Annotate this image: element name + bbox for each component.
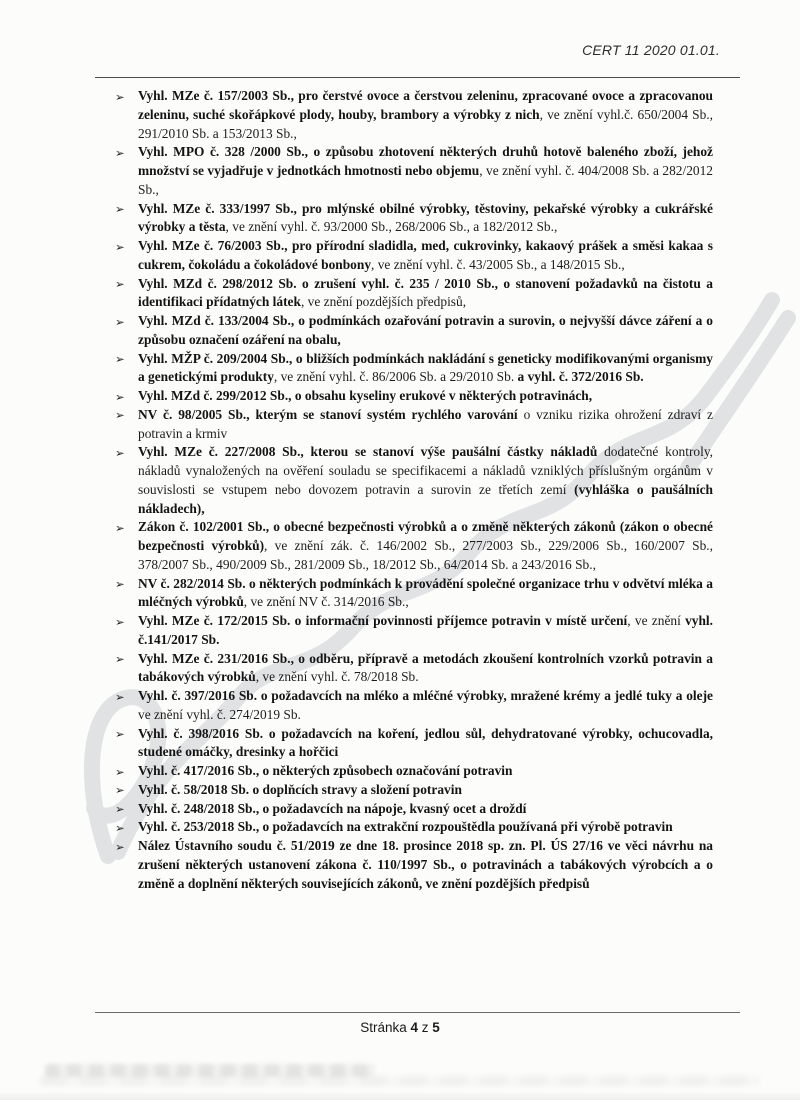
header-divider: [95, 77, 740, 78]
item-text: [138, 88, 713, 141]
item-text: [138, 651, 713, 685]
footer-of-word: z: [421, 1020, 429, 1035]
bullet-arrow-icon: ➢: [115, 783, 125, 798]
list-item: [115, 818, 713, 837]
text-segment: , ve znění pozdějších předpisů,: [300, 294, 467, 310]
list-item: [115, 650, 713, 688]
text-segment: Vyhl. MZd č. 299/2012 Sb., o obsahu kyseliny erukové v některých potravinách,: [138, 388, 593, 403]
bullet-arrow-icon: ➢: [115, 614, 125, 629]
item-text: [138, 819, 673, 834]
item-text: [138, 144, 713, 197]
text-segment: Vyhl. č. 253/2018 Sb., o požadavcích na extrakční rozpouštědla používaná při výrobě potravin: [138, 819, 673, 835]
text-segment: Vyhl. MZe č. 157/2003 Sb., pro čerstvé ovoce a čerstvou zeleninu, zpracované ovoce a zpracovanou zeleninu, suché skořápkové plody, houby, brambory a výrobky z nich: [138, 88, 713, 122]
text-segment: Vyhl. č. 397/2016 Sb. o požadavcích na mléko a mléčné výrobky, mražené krémy a jedlé tuky a oleje: [138, 688, 713, 703]
scan-edge-shadow: [0, 1091, 800, 1100]
item-text: [138, 238, 713, 272]
bullet-arrow-icon: ➢: [115, 577, 125, 591]
list-item: [115, 87, 713, 143]
list-item: [115, 612, 713, 650]
item-text: [138, 444, 713, 515]
item-text: [138, 313, 713, 347]
text-segment: Vyhl. MZd č. 133/2004 Sb., o podmínkách ozařování potravin a surovin, o nejvyšší dávce záření a o způsobu označení ozáření na obalu,: [138, 313, 713, 347]
item-text: [138, 613, 713, 647]
text-segment: (vyhláška o paušálních nákladech),: [138, 481, 713, 516]
text-segment: , ve znění vyhl. č. 86/2006 Sb. a 29/2010 Sb.: [273, 369, 518, 385]
document-code: CERT 11 2020 01.01.: [582, 42, 720, 58]
list-item: [115, 406, 713, 444]
text-segment: Vyhl. MZe č. 333/1997 Sb., pro mlýnské obilné výrobky, těstoviny, pekařské výrobky a cukrářské výrobky a těsta: [138, 200, 713, 235]
item-text: [138, 688, 713, 722]
text-segment: Vyhl. MZe č. 172/2015 Sb. o informační povinnosti příjemce potravin v místě určení: [138, 613, 628, 628]
bullet-arrow-icon: ➢: [115, 89, 125, 104]
bullet-arrow-icon: ➢: [115, 520, 125, 535]
bullet-arrow-icon: ➢: [115, 239, 125, 254]
bullet-arrow-icon: ➢: [115, 202, 125, 216]
bullet-arrow-icon: ➢: [115, 314, 125, 329]
text-segment: Vyhl. č. 417/2016 Sb., o některých způsobech označování potravin: [138, 763, 513, 778]
list-item: [115, 518, 713, 574]
bullet-arrow-icon: ➢: [115, 764, 125, 779]
list-item: [115, 387, 713, 406]
bullet-arrow-icon: ➢: [115, 352, 125, 366]
text-segment: , ve znění zák. č. 146/2002 Sb., 277/2003 Sb., 229/2006 Sb., 160/2007 Sb., 378/2007 Sb., 490/2009 Sb., 281/2009 Sb., 18/2012 Sb., 64/2014 Sb. a 243/2016 Sb.,: [138, 538, 713, 572]
list-item: [115, 762, 713, 781]
list-item: [115, 312, 713, 350]
footer-label: Stránka: [360, 1020, 407, 1035]
item-text: [138, 388, 592, 403]
text-segment: Vyhl. MZd č. 298/2012 Sb. o zrušení vyhl. č. 235 / 2010 Sb., o stanovení požadavků na čistotu a identifikaci přídatných látek: [138, 275, 713, 310]
item-text: [138, 782, 462, 797]
list-item: [115, 687, 713, 725]
list-item: [115, 725, 713, 763]
item-text: [138, 201, 713, 235]
footer-total-pages: 5: [432, 1020, 440, 1035]
page-footer: [0, 1020, 800, 1035]
list-item: [115, 837, 713, 893]
text-segment: , ve znění vyhl.č. 650/2004 Sb., 291/2010 Sb. a 153/2013 Sb.,: [138, 106, 714, 141]
list-item: [115, 575, 713, 613]
text-segment: , ve znění vyhl. č. 78/2018 Sb.: [255, 669, 419, 685]
text-segment: Vyhl. MZe č. 231/2016 Sb., o odběru, přípravě a metodách zkoušení kontrolních vzorků potravin a tabákových výrobků: [138, 650, 713, 685]
item-text: [138, 276, 713, 310]
text-segment: Vyhl. MZe č. 76/2003 Sb., pro přírodní sladidla, med, cukrovinky, kakaový prášek a směsi kakaa s cukrem, čokoládu a čokoládové bonbony: [138, 238, 713, 272]
bullet-arrow-icon: ➢: [115, 727, 125, 741]
text-segment: vyhl. č.141/2017 Sb.: [138, 613, 713, 647]
text-segment: Vyhl. č. 398/2016 Sb. o požadavcích na koření, jedlou sůl, dehydratované výrobky, ochucovadla, studené omáčky, dresinky a hořčici: [138, 725, 713, 760]
text-segment: ve znění vyhl. č. 274/2019 Sb.: [138, 706, 301, 722]
text-segment: dodatečné kontroly, nákladů vynaložených na ověření souladu se specifikacemi a nákladů vzniklých příslušným orgánům v souvislosti se vstupem nebo dovozem potravin a surovin ze třetích zemí: [138, 444, 713, 497]
footer-divider: [95, 1012, 740, 1013]
bullet-arrow-icon: ➢: [115, 802, 125, 816]
item-text: [138, 576, 713, 610]
regulation-list: [115, 87, 713, 893]
text-segment: , ve znění vyhl. č. 43/2005 Sb., a 148/2015 Sb.,: [371, 256, 625, 272]
bullet-arrow-icon: ➢: [115, 839, 125, 854]
bullet-arrow-icon: ➢: [115, 389, 125, 404]
bullet-arrow-icon: ➢: [115, 408, 125, 423]
text-segment: Vyhl. MZe č. 227/2008 Sb., kterou se stanoví výše paušální částky nákladů: [138, 444, 598, 460]
item-text: [138, 801, 526, 816]
text-segment: NV č. 98/2005 Sb., kterým se stanoví systém rychlého varování: [138, 406, 518, 422]
scan-artifact: [40, 1076, 760, 1086]
item-text: [138, 519, 713, 572]
item-text: [138, 351, 713, 385]
list-item: [115, 275, 713, 313]
text-segment: , ve znění: [627, 613, 686, 628]
item-text: [138, 763, 512, 778]
text-segment: , ve znění vyhl. č. 93/2000 Sb., 268/2006 Sb., a 182/2012 Sb.,: [225, 219, 558, 235]
item-text: [138, 726, 713, 760]
bullet-arrow-icon: ➢: [115, 445, 125, 460]
text-segment: o vzniku rizika ohrožení zdraví z potravin a krmiv: [138, 406, 713, 441]
list-item: [115, 800, 713, 819]
text-segment: a vyhl. č. 372/2016 Sb.: [517, 369, 644, 385]
bullet-arrow-icon: ➢: [115, 820, 125, 835]
text-segment: Vyhl. č. 248/2018 Sb., o požadavcích na nápoje, kvasný ocet a droždí: [138, 800, 527, 816]
text-segment: , ve znění vyhl. č. 404/2008 Sb. a 282/2012 Sb.,: [138, 163, 713, 197]
list-item: [115, 781, 713, 800]
text-segment: Vyhl. MŽP č. 209/2004 Sb., o bližších podmínkách nakládání s geneticky modifikovanými organismy a genetickými produkty: [138, 350, 713, 385]
list-item: [115, 143, 713, 199]
bullet-arrow-icon: ➢: [115, 277, 125, 291]
bullet-arrow-icon: ➢: [115, 145, 125, 160]
text-segment: , ve znění NV č. 314/2016 Sb.,: [243, 594, 409, 610]
text-segment: Zákon č. 102/2001 Sb., o obecné bezpečnosti výrobků a o změně některých zákonů (zákon o obecné bezpečnosti výrobků): [138, 519, 713, 553]
text-segment: Vyhl. č. 58/2018 Sb. o doplňcích stravy a složení potravin: [138, 781, 462, 797]
list-item: [115, 200, 713, 238]
list-item: [115, 350, 713, 388]
text-segment: Vyhl. MPO č. 328 /2000 Sb., o způsobu zhotovení některých druhů hotově baleného zboží, jehož množství se vyjadřuje v jednotkách hmotnosti nebo objemu: [138, 144, 713, 178]
bullet-arrow-icon: ➢: [115, 689, 125, 704]
item-text: [138, 407, 713, 441]
bullet-arrow-icon: ➢: [115, 652, 125, 666]
text-segment: Nález Ústavního soudu č. 51/2019 ze dne 18. prosince 2018 sp. zn. Pl. ÚS 27/16 ve věci návrhu na zrušení některých ustanovení zákona č. 110/1997 Sb., o potravinách a tabákových výrobcích a o změně a doplnění některých souvisejících zákonů, ve znění pozdějších předpisů: [138, 838, 713, 891]
item-text: [138, 838, 713, 891]
list-item: [115, 237, 713, 275]
text-segment: NV č. 282/2014 Sb. o některých podmínkách k provádění společné organizace trhu v odvětví mléka a mléčných výrobků: [138, 575, 713, 610]
list-item: [115, 443, 713, 518]
footer-page-number: 4: [410, 1020, 418, 1035]
